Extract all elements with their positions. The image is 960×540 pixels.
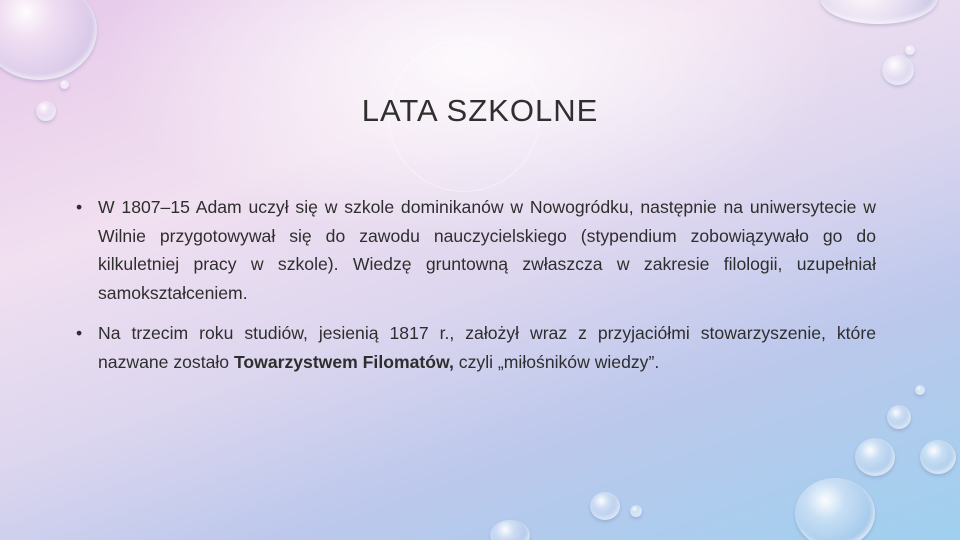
bullet-bold-text: Towarzystwem Filomatów,	[233, 351, 454, 372]
water-drop-icon	[820, 0, 938, 24]
water-drop-icon	[920, 440, 956, 474]
bullet-dot: •	[76, 197, 83, 217]
slide-title: LATA SZKOLNE	[361, 93, 599, 128]
water-drop-icon	[882, 55, 914, 85]
bullet-list	[76, 193, 876, 388]
bullet-text: Na trzecim roku studiów, jesienią 1817 r., założył wraz z przyjaciółmi stowarzyszenie, które nazwane zostało	[98, 323, 876, 372]
water-drop-icon	[60, 80, 69, 89]
water-drop-icon	[915, 385, 925, 395]
bullet-item	[76, 193, 876, 307]
water-drop-icon	[630, 505, 642, 517]
bullet-text-end: czyli „miłośników wiedzy”.	[453, 351, 660, 372]
water-drop-icon	[855, 438, 895, 476]
water-drop-icon	[0, 0, 97, 80]
water-drop-icon	[795, 478, 875, 540]
bullet-text: W 1807–15 Adam uczył się w szkole dominikanów w Nowogródku, następnie na uniwersytecie w Wilnie przygotowywał się do zawodu nauczycielskiego (stypendium zobowiązywało go do kilkuletniej pracy w szkole). Wiedzę gruntowną zwłaszcza w zakresie filologii, uzupełniał samokształceniem.	[98, 197, 876, 303]
water-drop-icon	[490, 520, 530, 540]
water-drop-icon	[590, 492, 620, 520]
water-drop-icon	[905, 45, 915, 55]
bullet-dot: •	[76, 323, 83, 343]
water-drop-icon	[887, 405, 911, 429]
bullet-item	[76, 319, 876, 376]
